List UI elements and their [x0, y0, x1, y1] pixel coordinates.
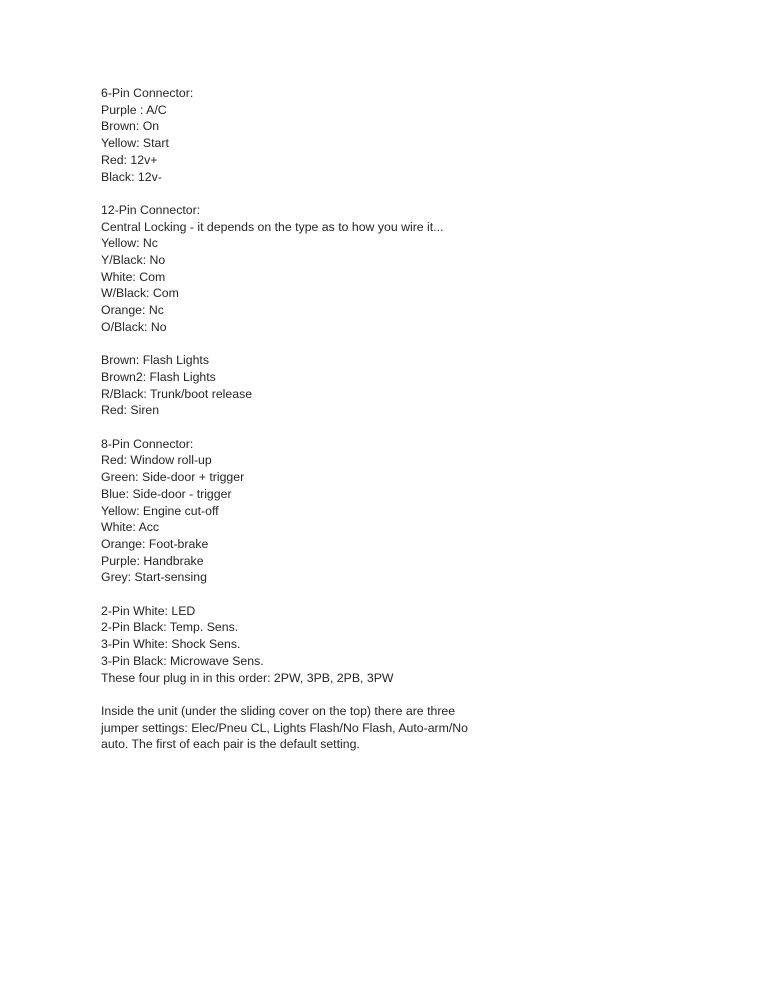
wire-entry: Green: Side-door + trigger [101, 470, 245, 485]
wire-entry: Grey: Start-sensing [101, 570, 207, 585]
section-heading: 12-Pin Connector: [101, 202, 201, 217]
wire-entry: Orange: Nc [101, 303, 164, 318]
wire-entry: White: Com [101, 269, 166, 284]
plug-order-note: These four plug in in this order: 2PW, 3PB, 2PB, 3PW [101, 670, 394, 685]
section-note: Central Locking - it depends on the type as to how you wire it... [101, 219, 444, 234]
wire-entry: W/Black: Com [101, 286, 179, 301]
wire-entry: Brown2: Flash Lights [101, 369, 216, 384]
section-heading: 6-Pin Connector: [101, 86, 194, 100]
plug-entry: 2-Pin White: LED [101, 603, 196, 618]
plug-entry: 3-Pin Black: Microwave Sens. [101, 653, 264, 668]
lights-siren-section [101, 352, 481, 419]
jumper-settings-paragraph: Inside the unit (under the sliding cover on the top) there are three jumper settings: Elec/Pneu CL, Lights Flash/No Flash, Auto-arm/No auto. The first of each pair is the default setting. [101, 703, 469, 752]
document-page [101, 85, 481, 770]
wire-entry: Brown: On [101, 119, 160, 134]
wire-entry: Orange: Foot-brake [101, 536, 209, 551]
wire-entry: Blue: Side-door - trigger [101, 486, 232, 501]
wire-entry: R/Black: Trunk/boot release [101, 386, 253, 401]
plug-entry: 2-Pin Black: Temp. Sens. [101, 620, 239, 635]
plug-entry: 3-Pin White: Shock Sens. [101, 637, 241, 652]
wire-entry: Y/Black: No [101, 253, 166, 268]
wire-entry: Yellow: Nc [101, 236, 158, 251]
section-heading: 8-Pin Connector: [101, 436, 194, 451]
wire-entry: O/Black: No [101, 319, 167, 334]
wire-entry: Yellow: Start [101, 136, 169, 151]
eight-pin-connector-section [101, 436, 481, 586]
wire-entry: Red: Window roll-up [101, 453, 212, 468]
wire-entry: Purple : A/C [101, 102, 167, 117]
wire-entry: Brown: Flash Lights [101, 353, 209, 368]
sensor-plugs-section [101, 603, 481, 687]
six-pin-connector-section [101, 85, 481, 185]
wire-entry: Yellow: Engine cut-off [101, 503, 219, 518]
wire-entry: Purple: Handbrake [101, 553, 204, 568]
wire-entry: Black: 12v- [101, 169, 162, 184]
jumper-settings-section [101, 703, 481, 753]
wire-entry: Red: 12v+ [101, 152, 158, 167]
wire-entry: White: Acc [101, 520, 160, 535]
twelve-pin-connector-section [101, 202, 481, 336]
wire-entry: Red: Siren [101, 403, 160, 418]
